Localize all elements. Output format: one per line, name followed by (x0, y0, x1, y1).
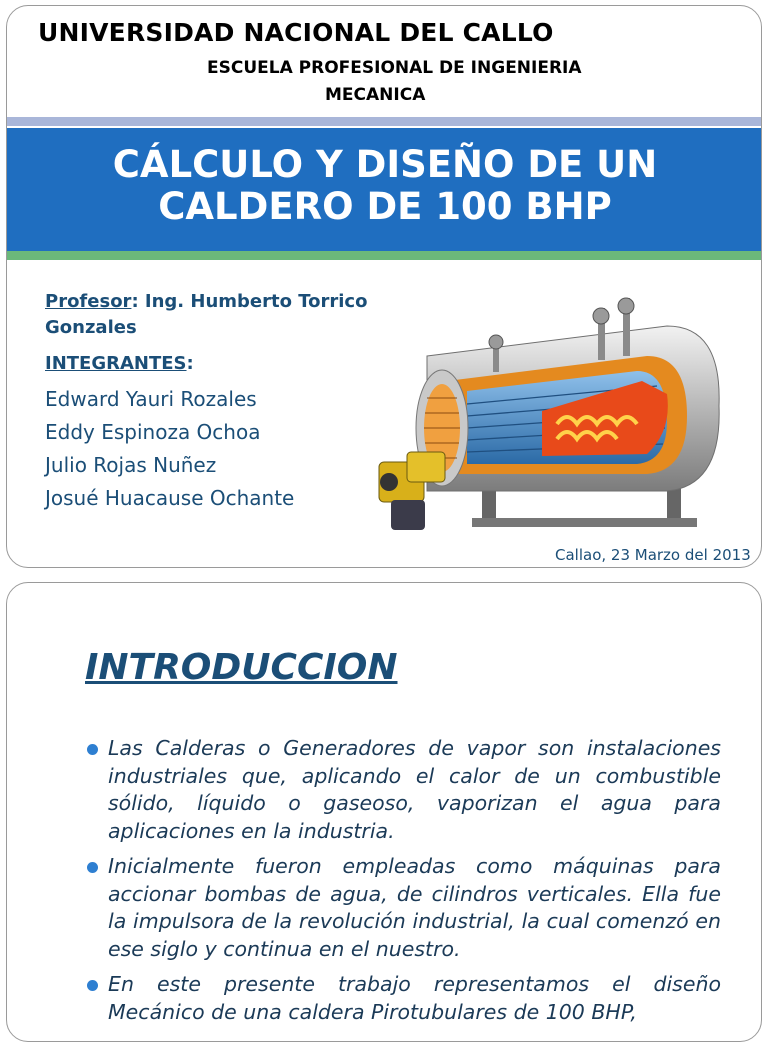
member-name: Julio Rojas Nuñez (45, 453, 217, 477)
bullet-text: Inicialmente fueron empleadas como máquinas para accionar bombas de agua, de cilindros verticales. Ella fue la impulsora de la revolución industrial, la cual comenzó en ese siglo y continua en el nuestro. (108, 854, 721, 961)
professor-label: Profesor (45, 291, 132, 312)
introduction-slide (6, 582, 762, 1042)
bullet-item (85, 735, 721, 845)
member-name: Josué Huacause Ochante (45, 486, 295, 510)
members-label: INTEGRANTES (45, 353, 187, 374)
band-top-stripe (7, 117, 762, 126)
school-line-2: MECANICA (325, 85, 426, 105)
members-heading (45, 353, 194, 374)
bullet-item (85, 971, 721, 1026)
member-name: Edward Yauri Rozales (45, 387, 257, 411)
bullet-item (85, 853, 721, 963)
bullet-dot-icon (87, 862, 98, 873)
title-slide (6, 5, 762, 568)
bullet-list (85, 735, 721, 1034)
band-bottom-stripe (7, 251, 762, 260)
bullet-dot-icon (87, 744, 98, 755)
bullet-text: En este presente trabajo representamos el diseño Mecánico de una caldera Pirotubulares de 100 BHP, (108, 972, 721, 1024)
school-line-1: ESCUELA PROFESIONAL DE INGENIERIA (207, 58, 582, 78)
introduction-heading: INTRODUCCION (85, 647, 398, 688)
professor-separator: : (131, 291, 145, 312)
presentation-date: Callao, 23 Marzo del 2013 (555, 546, 751, 564)
members-separator: : (186, 353, 194, 374)
slide-title (7, 144, 762, 228)
boiler-illustration (367, 286, 727, 538)
members-list (45, 383, 294, 515)
title-line-1: CÁLCULO Y DISEÑO DE UN (112, 143, 658, 186)
title-line-2: CALDERO DE 100 BHP (158, 185, 612, 228)
bullet-dot-icon (87, 980, 98, 991)
bullet-text: Las Calderas o Generadores de vapor son instalaciones industriales que, aplicando el calor de un combustible sólido, líquido o gaseoso, vaporizan el agua para aplicaciones en la industria. (108, 736, 721, 843)
professor-name: Ing. Humberto Torrico Gonzales (45, 291, 368, 338)
member-name: Eddy Espinoza Ochoa (45, 420, 261, 444)
university-name: UNIVERSIDAD NACIONAL DEL CALLO (38, 18, 554, 47)
